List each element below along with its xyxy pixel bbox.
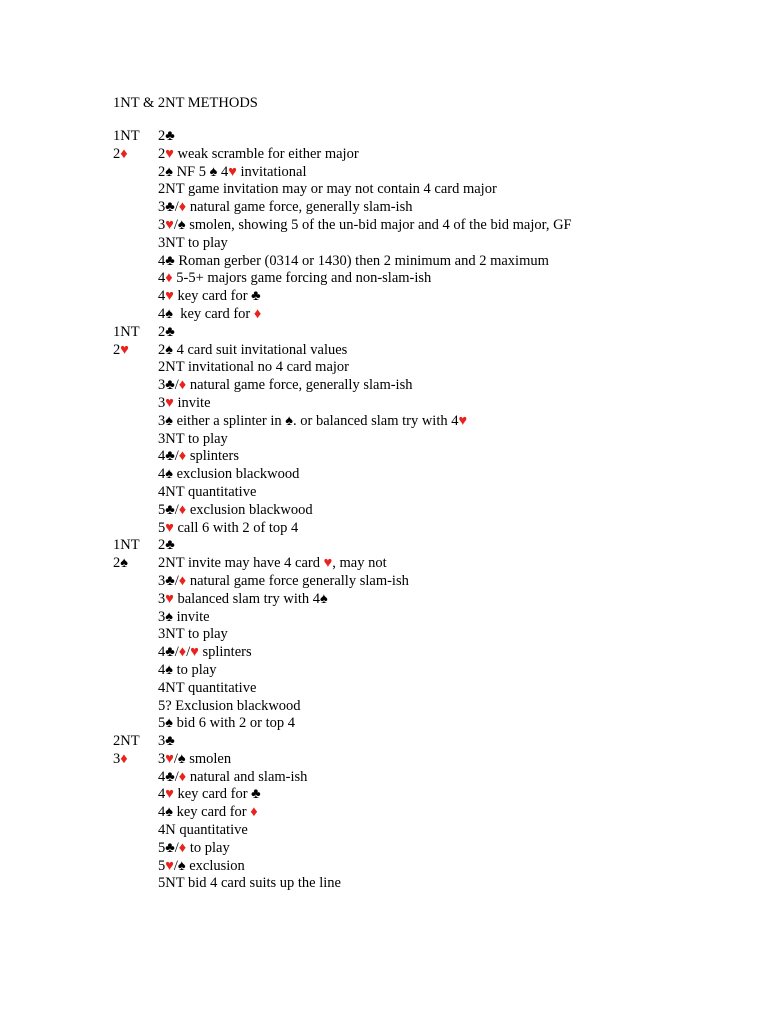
response-description <box>158 537 175 555</box>
text-segment: 4♣/ <box>158 448 179 465</box>
red-suit-symbol: ♦ <box>250 804 258 821</box>
opening-bid <box>113 324 140 342</box>
response-description <box>158 413 467 431</box>
text-segment: 4 <box>158 270 166 287</box>
response-description <box>158 342 347 360</box>
opening-bid <box>113 128 140 146</box>
text-segment: key card for ♣ <box>173 288 261 305</box>
text-segment: splinters <box>186 448 239 465</box>
text-segment: 2 <box>113 341 121 358</box>
text-segment: 4♣/ <box>158 644 179 661</box>
text-segment: 2♠ NF 5 ♠ 4 <box>158 163 229 180</box>
response-description <box>158 199 412 217</box>
red-suit-symbol: ♦ <box>178 768 187 785</box>
text-segment: 3♠ either a splinter in ♠. or balanced slam try with 4 <box>158 412 459 429</box>
text-segment: 5-5+ majors game forcing and non-slam-ish <box>172 270 432 287</box>
red-suit-symbol: ♥ <box>165 288 174 305</box>
text-segment: weak scramble for either major <box>173 145 359 162</box>
text-segment: 4♠ exclusion blackwood <box>158 466 300 483</box>
text-segment: 2♠ <box>113 555 128 572</box>
response-description <box>158 733 175 751</box>
response-description <box>158 146 359 164</box>
text-segment: 2 <box>158 145 166 162</box>
text-segment: 2♣ <box>158 537 175 554</box>
red-suit-symbol: ♥ <box>165 216 174 233</box>
text-segment: 4♠ key card for <box>158 804 251 821</box>
red-suit-symbol: ♥ <box>323 555 333 572</box>
text-segment: 4N quantitative <box>158 822 248 839</box>
text-segment: exclusion blackwood <box>186 501 313 518</box>
text-segment: 5 <box>158 857 166 874</box>
response-description <box>158 715 295 733</box>
red-suit-symbol: ♥ <box>165 786 174 803</box>
opening-bid <box>113 733 140 751</box>
text-segment: 2NT <box>113 733 140 750</box>
text-segment: 3 <box>113 750 121 767</box>
text-segment: to play <box>186 839 230 856</box>
red-suit-symbol: ♦ <box>178 199 187 216</box>
text-segment: 3 <box>158 590 166 607</box>
opening-bid <box>113 751 128 769</box>
response-description <box>158 270 431 288</box>
opening-bid <box>113 555 128 573</box>
text-segment: 1NT <box>113 323 140 340</box>
text-segment: 3NT to play <box>158 626 228 643</box>
red-suit-symbol: ♦ <box>178 572 187 589</box>
text-segment: 3 <box>158 750 166 767</box>
opening-bid <box>113 537 140 555</box>
response-description <box>158 128 175 146</box>
response-description <box>158 288 261 306</box>
red-suit-symbol: ♦ <box>178 448 187 465</box>
response-description <box>158 875 341 893</box>
text-segment: 5♠ bid 6 with 2 or top 4 <box>158 715 295 732</box>
response-description <box>158 520 298 538</box>
red-suit-symbol: ♦ <box>120 750 128 767</box>
text-segment: natural game force, generally slam-ish <box>186 377 413 394</box>
opening-bid <box>113 342 129 360</box>
response-description <box>158 484 256 502</box>
red-suit-symbol: ♦ <box>178 839 187 856</box>
text-segment: 2♣ <box>158 323 175 340</box>
red-suit-symbol: ♦ <box>165 270 173 287</box>
response-description <box>158 840 230 858</box>
text-segment: splinters <box>198 644 252 661</box>
response-description <box>158 680 256 698</box>
text-segment: 5NT bid 4 card suits up the line <box>158 875 341 892</box>
text-segment: 2 <box>113 145 121 162</box>
response-description <box>158 591 328 609</box>
text-segment: invite <box>173 394 211 411</box>
text-segment: 3♠ invite <box>158 608 210 625</box>
text-segment: 3 <box>158 216 166 233</box>
text-segment: 3 <box>158 394 166 411</box>
response-description <box>158 181 497 199</box>
red-suit-symbol: ♥ <box>165 750 174 767</box>
text-segment: 2♣ <box>158 128 175 144</box>
red-suit-symbol: ♥ <box>165 857 174 874</box>
text-segment: 3♣/ <box>158 572 179 589</box>
text-segment: 3♣ <box>158 733 175 750</box>
text-segment: 5♣/ <box>158 501 179 518</box>
text-segment: 5 <box>158 519 166 536</box>
response-description <box>158 235 228 253</box>
response-description <box>158 359 349 377</box>
text-segment: natural and slam-ish <box>186 768 308 785</box>
text-segment: 5♣/ <box>158 839 179 856</box>
text-segment: 3♣/ <box>158 199 179 216</box>
response-description <box>158 786 261 804</box>
text-segment: /♠ smolen <box>173 750 232 767</box>
red-suit-symbol: ♦ <box>178 501 187 518</box>
response-description <box>158 609 210 627</box>
response-description <box>158 698 301 716</box>
response-description <box>158 306 261 324</box>
text-segment: 4♣ Roman gerber (0314 or 1430) then 2 minimum and 2 maximum <box>158 252 549 269</box>
response-description <box>158 253 549 271</box>
text-segment: /♠ smolen, showing 5 of the un-bid major and 4 of the bid major, GF <box>173 216 572 233</box>
response-description <box>158 395 211 413</box>
text-segment: 4♣/ <box>158 768 179 785</box>
text-segment: invitational <box>236 163 307 180</box>
text-segment: 4NT quantitative <box>158 483 257 500</box>
response-description <box>158 164 306 182</box>
text-segment: 3NT to play <box>158 430 228 447</box>
text-segment: key card for ♣ <box>173 786 261 803</box>
response-description <box>158 555 387 573</box>
text-segment: 4 <box>158 288 166 305</box>
text-segment: natural game force, generally slam-ish <box>186 199 413 216</box>
text-segment: 1NT <box>113 537 140 554</box>
red-suit-symbol: ♦ <box>120 145 128 162</box>
response-description <box>158 431 228 449</box>
text-segment: 4♠ key card for <box>158 305 254 322</box>
response-description <box>158 822 248 840</box>
red-suit-symbol: ♦ <box>178 644 187 661</box>
response-description <box>158 858 245 876</box>
red-suit-symbol: ♥ <box>228 163 237 180</box>
text-segment: 2NT invite may have 4 card <box>158 555 324 572</box>
response-description <box>158 502 313 520</box>
red-suit-symbol: ♦ <box>178 377 187 394</box>
text-segment: 2NT invitational no 4 card major <box>158 359 350 376</box>
response-description <box>158 644 252 662</box>
response-description <box>158 769 307 787</box>
red-suit-symbol: ♥ <box>458 412 468 429</box>
response-description <box>158 626 228 644</box>
red-suit-symbol: ♥ <box>165 145 174 162</box>
text-segment: natural game force generally slam-ish <box>186 572 409 589</box>
response-description <box>158 217 572 235</box>
text-segment: 2♠ 4 card suit invitational values <box>158 341 348 358</box>
text-segment: 4NT quantitative <box>158 679 257 696</box>
red-suit-symbol: ♥ <box>190 644 199 661</box>
text-segment: 3♣/ <box>158 377 179 394</box>
response-description <box>158 377 412 395</box>
red-suit-symbol: ♥ <box>120 341 129 358</box>
response-description <box>158 662 216 680</box>
text-segment: 2NT game invitation may or may not contain 4 card major <box>158 181 497 198</box>
text-segment: 5? Exclusion blackwood <box>158 697 301 714</box>
text-segment: /♠ exclusion <box>173 857 245 874</box>
text-segment: 4 <box>158 786 166 803</box>
text-segment: , may not <box>332 555 387 572</box>
opening-bid <box>113 146 128 164</box>
response-description <box>158 573 409 591</box>
red-suit-symbol: ♦ <box>253 305 262 322</box>
red-suit-symbol: ♥ <box>165 394 174 411</box>
text-segment: call 6 with 2 of top 4 <box>173 519 299 536</box>
text-segment: 3NT to play <box>158 234 228 251</box>
response-description <box>158 324 175 342</box>
red-suit-symbol: ♥ <box>165 590 174 607</box>
text-segment: balanced slam try with 4♠ <box>173 590 328 607</box>
text-segment: / <box>186 644 191 661</box>
document-title: 1NT & 2NT METHODS <box>113 95 258 111</box>
text-segment: 1NT <box>113 128 140 144</box>
response-description <box>158 804 258 822</box>
response-description <box>158 448 239 466</box>
red-suit-symbol: ♥ <box>165 519 174 536</box>
response-description <box>158 466 299 484</box>
response-description <box>158 751 231 769</box>
text-segment: 4♠ to play <box>158 661 217 678</box>
